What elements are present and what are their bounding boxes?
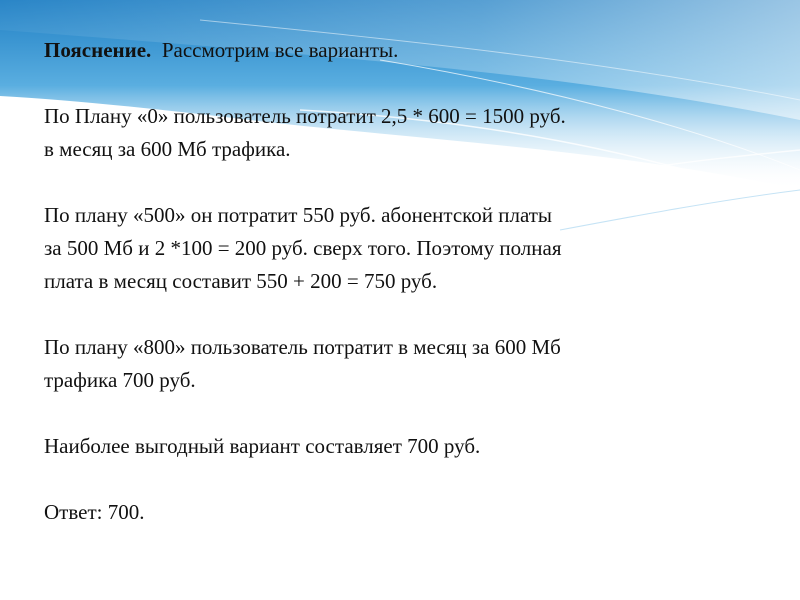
answer-line: Ответ: 700.	[44, 500, 145, 524]
paragraph-line: плата в месяц составит 550 + 200 = 750 руб.	[44, 269, 438, 293]
heading-label: Пояснение.	[44, 38, 152, 62]
paragraph-line: По Плану «0» пользователь потратит 2,5 * 600 = 1500 руб.	[44, 104, 566, 128]
paragraph-line: Наиболее выгодный вариант составляет 700 руб.	[44, 434, 481, 458]
heading-text: Рассмотрим все варианты.	[161, 38, 399, 62]
plan-500-paragraph	[44, 199, 764, 298]
explanation-heading	[44, 34, 764, 67]
explanation-text	[44, 34, 764, 529]
answer-paragraph	[44, 496, 764, 529]
best-option-paragraph	[44, 430, 764, 463]
plan-800-paragraph	[44, 331, 764, 397]
paragraph-line: в месяц за 600 Мб трафика.	[44, 137, 291, 161]
paragraph-line: трафика 700 руб.	[44, 368, 196, 392]
paragraph-line: По плану «500» он потратит 550 руб. абонентской платы	[44, 203, 553, 227]
paragraph-line: за 500 Мб и 2 *100 = 200 руб. сверх того. Поэтому полная	[44, 236, 562, 260]
paragraph-line: По плану «800» пользователь потратит в месяц за 600 Мб	[44, 335, 561, 359]
plan-0-paragraph	[44, 100, 764, 166]
